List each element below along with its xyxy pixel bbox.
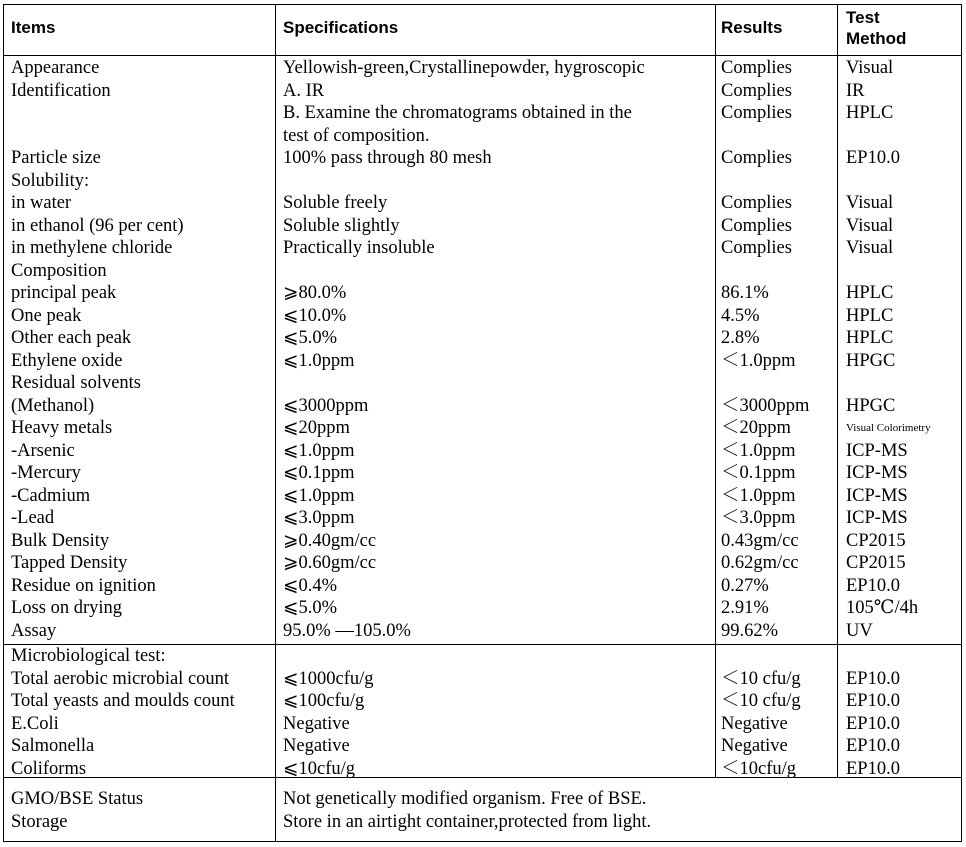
micro-result-cell-4: Negative [721, 736, 788, 756]
method-cell-17: ICP-MS [846, 440, 908, 461]
result-cell-24: 2.91% [721, 598, 769, 618]
specification-cell-20: ⩽3.0ppm [283, 508, 355, 528]
item-cell-3 [11, 125, 184, 148]
item-cell-16: Heavy metals [11, 418, 113, 438]
specification-cell-17: ⩽1.0ppm [283, 440, 355, 461]
item-cell-2 [11, 102, 184, 125]
item-cell-0: Appearance [11, 58, 100, 78]
item-cell-12: Other each peak [11, 328, 132, 348]
specification-cell-13: ⩽1.0ppm [283, 350, 355, 371]
result-cell-11: 4.5% [721, 305, 760, 326]
header-specifications: Specifications [283, 18, 399, 37]
method-cell-20: ICP-MS [846, 508, 908, 528]
specification-cell-3: test of composition. [283, 125, 430, 146]
item-cell-8: in methylene chloride [11, 238, 173, 258]
method-cell-6: Visual [846, 193, 894, 213]
result-cell-7: Complies [721, 215, 792, 236]
block2-items-column [11, 645, 235, 780]
micro-result-cell-0 [721, 645, 801, 668]
micro-specification-cell-5: ⩽10cfu/g [283, 758, 356, 779]
method-cell-15: HPGC [846, 395, 896, 416]
result-cell-19: ＜1.0ppm [721, 485, 796, 506]
item-cell-1: Identification [11, 80, 111, 101]
item-cell-24: Loss on drying [11, 598, 122, 618]
item-cell-25: Assay [11, 620, 57, 641]
method-cell-3 [846, 125, 931, 148]
specification-cell-21: ⩾0.40gm/cc [283, 530, 377, 551]
item-cell-9: Composition [11, 260, 107, 281]
micro-specification-cell-3: Negative [283, 713, 350, 734]
specification-cell-19: ⩽1.0ppm [283, 485, 355, 506]
method-cell-8: Visual [846, 238, 894, 258]
item-cell-10: principal peak [11, 283, 117, 303]
header-results: Results [721, 18, 783, 37]
specification-cell-24: ⩽5.0% [283, 598, 338, 618]
specification-cell-9 [283, 260, 645, 283]
block1-results-column [721, 57, 809, 642]
result-cell-2: Complies [721, 103, 792, 123]
result-cell-1: Complies [721, 80, 792, 101]
block1-items-column [11, 57, 184, 642]
micro-item-cell-1: Total aerobic microbial count [11, 668, 230, 689]
method-cell-2: HPLC [846, 103, 894, 123]
result-cell-10: 86.1% [721, 283, 769, 303]
table-border-bottom [3, 841, 962, 842]
method-cell-19: ICP-MS [846, 485, 908, 506]
result-cell-14 [721, 372, 809, 395]
method-cell-18: ICP-MS [846, 463, 908, 483]
block3-text-column [283, 788, 651, 833]
item-cell-6: in water [11, 193, 72, 213]
item-cell-17: -Arsenic [11, 440, 75, 461]
specification-cell-18: ⩽0.1ppm [283, 463, 355, 483]
micro-method-cell-5: EP10.0 [846, 758, 900, 779]
result-cell-9 [721, 260, 809, 283]
item-cell-19: -Cadmium [11, 485, 91, 506]
item-cell-22: Tapped Density [11, 553, 128, 573]
method-cell-7: Visual [846, 215, 894, 236]
item-cell-23: Residue on ignition [11, 575, 156, 596]
specification-cell-16: ⩽20ppm [283, 418, 350, 438]
method-cell-22: CP2015 [846, 553, 906, 573]
micro-result-cell-1: ＜10 cfu/g [721, 668, 801, 689]
item-cell-4: Particle size [11, 148, 101, 168]
micro-result-cell-2: ＜10 cfu/g [721, 691, 801, 711]
result-cell-20: ＜3.0ppm [721, 508, 796, 528]
item-cell-14: Residual solvents [11, 373, 142, 393]
result-cell-25: 99.62% [721, 620, 779, 641]
method-cell-5 [846, 170, 931, 193]
spec-table [3, 4, 962, 842]
micro-result-cell-5: ＜10cfu/g [721, 758, 797, 779]
table-border-top [3, 4, 962, 5]
item-cell-13: Ethylene oxide [11, 350, 123, 371]
item-cell-21: Bulk Density [11, 530, 110, 551]
specification-cell-7: Soluble slightly [283, 215, 400, 236]
table-border-right [961, 4, 962, 842]
result-cell-0: Complies [721, 58, 792, 78]
specification-cell-22: ⩾0.60gm/cc [283, 553, 377, 573]
specification-cell-23: ⩽0.4% [283, 575, 338, 596]
specification-cell-8: Practically insoluble [283, 238, 435, 258]
column-divider-items [275, 4, 276, 842]
block1-specifications-column [283, 57, 645, 642]
result-cell-12: 2.8% [721, 328, 760, 348]
micro-specification-cell-4: Negative [283, 736, 350, 756]
micro-specification-cell-0 [283, 645, 374, 668]
result-cell-6: Complies [721, 193, 792, 213]
block1-methods-column [846, 57, 931, 642]
header-test-method-line2: Method [846, 29, 907, 48]
table-border-left [3, 4, 4, 842]
micro-method-cell-2: EP10.0 [846, 691, 900, 711]
result-cell-17: ＜1.0ppm [721, 440, 796, 461]
micro-specification-cell-1: ⩽1000cfu/g [283, 668, 374, 689]
result-cell-4: Complies [721, 148, 792, 168]
result-cell-16: ＜20ppm [721, 418, 791, 438]
column-divider-results [837, 4, 838, 778]
micro-item-cell-0: Microbiological test: [11, 646, 166, 666]
result-cell-8: Complies [721, 238, 792, 258]
result-cell-18: ＜0.1ppm [721, 463, 796, 483]
micro-method-cell-3: EP10.0 [846, 713, 900, 734]
method-cell-9 [846, 260, 931, 283]
specification-cell-2: B. Examine the chromatograms obtained in the [283, 103, 632, 123]
header-divider [3, 55, 962, 56]
method-cell-23: EP10.0 [846, 575, 900, 596]
method-cell-11: HPLC [846, 305, 894, 326]
micro-result-cell-3: Negative [721, 713, 788, 734]
specification-cell-11: ⩽10.0% [283, 305, 347, 326]
micro-item-cell-2: Total yeasts and moulds count [11, 691, 235, 711]
result-cell-5 [721, 170, 809, 193]
specification-cell-14 [283, 372, 645, 395]
method-cell-25: UV [846, 620, 873, 641]
item-cell-5: Solubility: [11, 170, 90, 191]
method-cell-16: Visual Colorimetry [846, 422, 931, 434]
status-item-cell-1: Storage [11, 811, 68, 832]
result-cell-23: 0.27% [721, 575, 769, 596]
status-text-cell-0: Not genetically modified organism. Free of BSE. [283, 789, 647, 809]
result-cell-22: 0.62gm/cc [721, 553, 799, 573]
micro-method-cell-4: EP10.0 [846, 736, 900, 756]
micro-method-cell-0 [846, 645, 900, 668]
item-cell-7: in ethanol (96 per cent) [11, 215, 184, 236]
specification-cell-25: 95.0% —105.0% [283, 620, 411, 641]
specification-cell-15: ⩽3000ppm [283, 395, 369, 416]
method-cell-10: HPLC [846, 283, 894, 303]
method-cell-0: Visual [846, 58, 894, 78]
item-cell-11: One peak [11, 305, 82, 326]
status-item-cell-0: GMO/BSE Status [11, 789, 144, 809]
method-cell-12: HPLC [846, 328, 894, 348]
specification-cell-1: A. IR [283, 80, 325, 101]
specification-cell-12: ⩽5.0% [283, 328, 338, 348]
specification-cell-6: Soluble freely [283, 193, 388, 213]
result-cell-3 [721, 125, 809, 148]
header-test-method-line1: Test [846, 8, 880, 27]
block2-methods-column [846, 645, 900, 780]
micro-item-cell-3: E.Coli [11, 713, 59, 734]
specification-cell-5 [283, 170, 645, 193]
specification-cell-10: ⩾80.0% [283, 283, 347, 303]
item-cell-15: (Methanol) [11, 395, 95, 416]
header-items: Items [11, 18, 56, 37]
method-cell-4: EP10.0 [846, 148, 900, 168]
result-cell-21: 0.43gm/cc [721, 530, 799, 551]
block2-results-column [721, 645, 801, 780]
micro-item-cell-5: Coliforms [11, 758, 87, 779]
block3-items-column [11, 788, 143, 833]
method-cell-14 [846, 372, 931, 395]
item-cell-18: -Mercury [11, 463, 81, 483]
block2-specifications-column [283, 645, 374, 780]
specification-cell-4: 100% pass through 80 mesh [283, 148, 492, 168]
item-cell-20: -Lead [11, 508, 55, 528]
micro-item-cell-4: Salmonella [11, 736, 95, 756]
method-cell-24: 105℃/4h [846, 598, 919, 618]
micro-specification-cell-2: ⩽100cfu/g [283, 691, 365, 711]
specification-cell-0: Yellowish-green,Crystallinepowder, hygroscopic [283, 58, 645, 78]
result-cell-13: ＜1.0ppm [721, 350, 796, 371]
result-cell-15: ＜3000ppm [721, 395, 810, 416]
method-cell-1: IR [846, 80, 865, 101]
column-divider-specifications [715, 4, 716, 778]
method-cell-13: HPGC [846, 350, 896, 371]
micro-method-cell-1: EP10.0 [846, 668, 900, 689]
status-text-cell-1: Store in an airtight container,protected from light. [283, 811, 652, 832]
method-cell-21: CP2015 [846, 530, 906, 551]
